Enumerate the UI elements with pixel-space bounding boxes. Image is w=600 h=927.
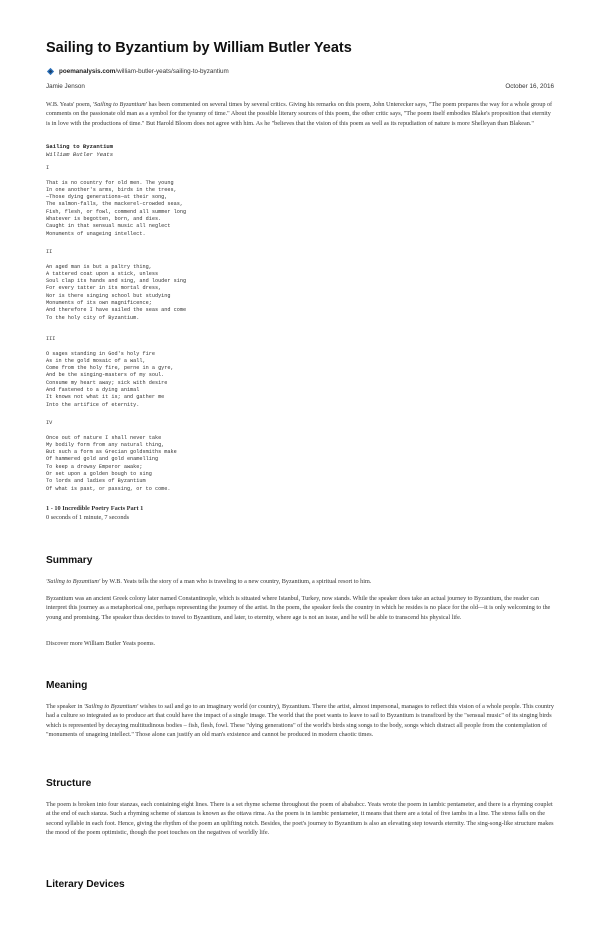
structure-heading: Structure	[46, 778, 92, 789]
poem-line: Or set upon a golden bough to sing	[46, 471, 152, 478]
poem-line: Consume my heart away; sick with desire	[46, 379, 168, 386]
poem-line: As in the gold mosaic of a wall,	[46, 357, 146, 364]
publish-date: October 16, 2016	[505, 83, 554, 90]
poemanalysis-logo-icon	[46, 67, 55, 76]
poem-line: Of what is past, or passing, or to come.	[46, 485, 171, 492]
poem-line: To keep a drowsy Emperor awake;	[46, 463, 143, 470]
source-domain-link[interactable]: poemanalysis.com	[59, 68, 116, 75]
literary-devices-heading: Literary Devices	[46, 879, 125, 890]
stanza-number: II	[46, 249, 53, 255]
poem-line: Nor is there singing school but studying	[46, 292, 171, 299]
video-duration: 0 seconds of 1 minute, 7 seconds	[46, 514, 130, 521]
poem-line: Once out of nature I shall never take	[46, 434, 162, 441]
intro-paragraph: W.B. Yeats' poem, 'Sailing to Byzantium' has been commented on several times by several critics. Giving his remarks on this poem, John Unterecker says, "The poem prepares the way for a whole group of comments on the passionate old man as a symbol for the tyranny of time." About the possible literary sources of this poem, the other critic says, "The poem itself embodies Blake's proposition that eternity is in love with the productions of time." But Harold Bloom does not agree with him. As he "believes that the vision of this poem as well as its repudiation of nature is more Shelleyan than Blakean."	[46, 101, 553, 127]
poem-line: And fastened to a dying animal	[46, 387, 140, 394]
source-path: /william-butler-yeats/sailing-to-byzantium	[115, 68, 229, 75]
stanza-number: IV	[46, 420, 53, 426]
poem-line: That is no country for old men. The young	[46, 179, 174, 186]
poem-author: William Butler Yeats	[46, 151, 114, 158]
meaning-paragraph: The speaker in 'Sailing to Byzantium' wishes to sail and go to an imaginary world (or country), Byzantium. There the artist, almost impersonal, manages to reflect this vision of a whole people. This country had a culture so integrated as to produce art that could have the impact of a single image. The world that the poet wants to leave to sail to Byzantium is transfixed by the "sensual music" of its singing birds which is represented by decaying multitudinous bodies – fish, flesh, fowl. These "dying generations" of the world's birds sing songs to the body, songs which distract all people from the contemplation of "monuments of unageing intellect." Those alone can justify an old man's existence and cannot be produced in modern chaotic times.	[46, 703, 554, 738]
poem-line: And therefore I have sailed the seas and come	[46, 307, 187, 314]
poem-line: Into the artifice of eternity.	[46, 401, 140, 408]
summary-heading: Summary	[46, 555, 93, 566]
author-name: Jamie Jenson	[46, 83, 85, 90]
stanza-number: III	[46, 336, 56, 342]
poem-line: To the holy city of Byzantium.	[46, 314, 140, 321]
stanza	[46, 420, 177, 493]
stanza	[46, 336, 174, 409]
summary-paragraph-1: 'Sailing to Byzantium' by W.B. Yeats tells the story of a man who is traveling to a new country, Byzantium, a spiritual resort to him.	[46, 578, 372, 585]
source-line	[46, 67, 229, 76]
poem-line: It knows not what it is; and gather me	[46, 394, 165, 401]
stanza-number: I	[46, 165, 50, 171]
document-title: Sailing to Byzantium by William Butler Yeats	[46, 40, 352, 56]
poem-line: To lords and ladies of Byzantium	[46, 478, 146, 485]
structure-paragraph: The poem is broken into four stanzas, each containing eight lines. There is a set rhyme scheme throughout the poem of abababcc. Yeats wrote the poem in iambic pentameter, and there is a rhyming couplet at the end of each stanza. Such a rhyming scheme of stanzas is known as the ottava rima. As the poem is in iambic pentameter, it means that there are a total of five iambs in a line. The stress falls on the second syllable in each foot. Hence, giving the rhythm of the poem an uplifting notch. Besides, the poet's journey to Byzantium is also an elevating step towards eternity. The sing-song-like structure makes the mood of the poem optimistic, though the poet touches on the negatives of worldly life.	[46, 801, 554, 836]
poem-line: Caught in that sensual music all neglect	[46, 223, 171, 230]
summary-paragraph-2: Byzantium was an ancient Greek colony later named Constantinople, which is situated where Istanbul, Turkey, now stands. While the speaker does take an actual journey to Byzantium, the reader can interpret this journey as a metaphorical one, perhaps representing the journey of the artist. In the poem, the speaker feels the country in which he resides is no place for the old—it is only welcoming to the young and promising. The speaker thus decides to travel to Byzantium, and later, to eternity, where age is not an issue, and he will be able to transcend his physical life.	[46, 595, 551, 621]
poem-line: And be the singing-masters of my soul.	[46, 372, 165, 379]
poem-line: Fish, flesh, or fowl, commend all summer long	[46, 208, 187, 215]
discover-more-link[interactable]: Discover more William Butler Yeats poems.	[46, 640, 156, 647]
poem-line: In one another's arms, birds in the trees,	[46, 186, 177, 193]
poem-line: Monuments of its own magnificence;	[46, 300, 152, 307]
poem-line: Soul clap its hands and sing, and louder sing	[46, 278, 187, 285]
poem-title-reference: 'Sailing to Byzantium'	[92, 101, 147, 108]
meta-row	[46, 83, 554, 90]
poem-title: Sailing to Byzantium	[46, 143, 114, 150]
poem-line: An aged man is but a paltry thing,	[46, 263, 152, 270]
poem-line: A tattered coat upon a stick, unless	[46, 270, 159, 277]
meaning-heading: Meaning	[46, 680, 88, 691]
poem-line: Whatever is begotten, born, and dies.	[46, 216, 162, 223]
poem-line: For every tatter in its mortal dress,	[46, 285, 162, 292]
poem-line: Monuments of unageing intellect.	[46, 230, 146, 237]
poem-line: —Those dying generations—at their song,	[46, 194, 168, 201]
poem-line: My bodily form from any natural thing,	[46, 441, 165, 448]
video-title: 1 - 10 Incredible Poetry Facts Part 1	[46, 505, 144, 512]
stanza	[46, 165, 186, 238]
stanza	[46, 249, 186, 322]
poem-line: Come from the holy fire, perne in a gyre,	[46, 365, 174, 372]
poem-line: The salmon-falls, the mackerel-crowded seas,	[46, 201, 183, 208]
poem-line: Of hammered gold and gold enamelling	[46, 456, 159, 463]
poem-line: O sages standing in God's holy fire	[46, 350, 155, 357]
poem-line: But such a form as Grecian goldsmiths make	[46, 449, 177, 456]
